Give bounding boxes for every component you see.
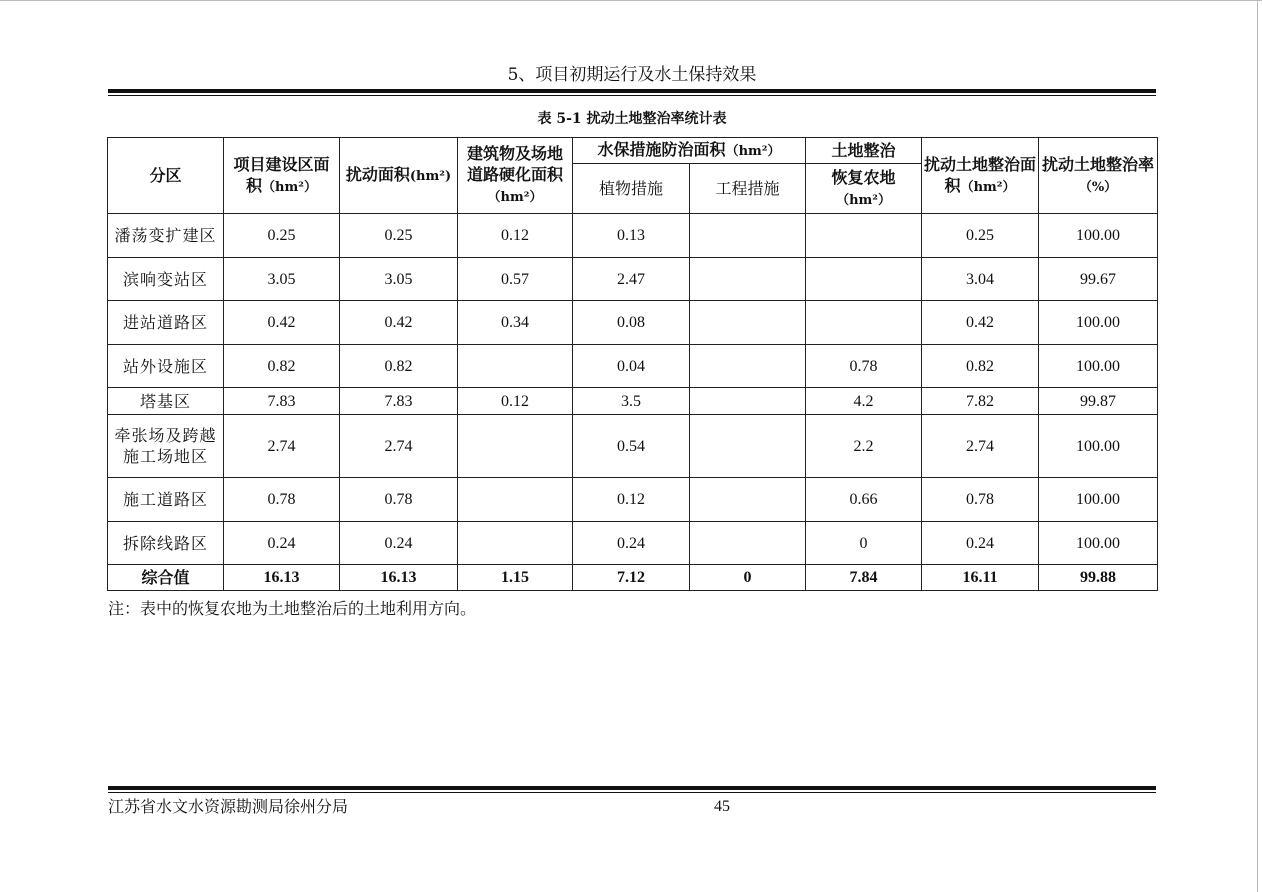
cell-building-area xyxy=(458,478,573,522)
cell-project-area: 0.42 xyxy=(224,301,340,345)
header-plant-measures: 植物措施 xyxy=(573,164,690,214)
cell-treated: 0.82 xyxy=(922,345,1039,388)
header-disturbed-area: 扰动面积(hm²) xyxy=(340,138,458,214)
cell-region: 潘荡变扩建区 xyxy=(108,214,224,258)
cell-treated: 7.82 xyxy=(922,388,1039,415)
cell-disturbed-area: 2.74 xyxy=(340,415,458,478)
footer-rule-thick xyxy=(108,786,1156,790)
cell-disturbed-area: 0.42 xyxy=(340,301,458,345)
footer-rule-thin xyxy=(108,792,1156,793)
cell-building-area: 0.34 xyxy=(458,301,573,345)
cell-engineering xyxy=(690,415,806,478)
cell-engineering xyxy=(690,301,806,345)
cell-building-area: 0.12 xyxy=(458,388,573,415)
cell-treated: 0.78 xyxy=(922,478,1039,522)
table-row xyxy=(108,388,1158,415)
table-caption: 表 5-1 扰动土地整治率统计表 xyxy=(537,111,727,127)
cell-total-disturbed-area: 16.13 xyxy=(340,565,458,591)
cell-total-plant: 7.12 xyxy=(573,565,690,591)
cell-engineering xyxy=(690,214,806,258)
cell-disturbed-area: 0.24 xyxy=(340,522,458,565)
header-treated-area: 扰动土地整治面积（hm²） xyxy=(922,138,1039,214)
cell-building-area: 0.57 xyxy=(458,258,573,301)
cell-engineering xyxy=(690,258,806,301)
cell-disturbed-area: 0.78 xyxy=(340,478,458,522)
table-row xyxy=(108,214,1158,258)
cell-project-area: 7.83 xyxy=(224,388,340,415)
table-row xyxy=(108,345,1158,388)
page-number: 45 xyxy=(714,798,730,815)
cell-rate: 100.00 xyxy=(1039,345,1158,388)
cell-farmland: 0 xyxy=(806,522,922,565)
cell-plant: 3.5 xyxy=(573,388,690,415)
cell-disturbed-area: 0.25 xyxy=(340,214,458,258)
cell-treated: 0.25 xyxy=(922,214,1039,258)
cell-farmland: 0.78 xyxy=(806,345,922,388)
cell-engineering xyxy=(690,388,806,415)
cell-region: 塔基区 xyxy=(108,388,224,415)
cell-total-treated: 16.11 xyxy=(922,565,1039,591)
cell-region: 站外设施区 xyxy=(108,345,224,388)
cell-farmland xyxy=(806,301,922,345)
table-row xyxy=(108,415,1158,478)
chapter-title: 5、项目初期运行及水土保持效果 xyxy=(507,65,757,85)
cell-total-farmland: 7.84 xyxy=(806,565,922,591)
cell-farmland: 4.2 xyxy=(806,388,922,415)
header-land-group: 土地整治 xyxy=(806,138,922,164)
cell-rate: 100.00 xyxy=(1039,478,1158,522)
cell-project-area: 0.82 xyxy=(224,345,340,388)
cell-rate: 99.67 xyxy=(1039,258,1158,301)
cell-engineering xyxy=(690,345,806,388)
footer-organization: 江苏省水文水资源勘测局徐州分局 xyxy=(108,797,349,816)
cell-region: 进站道路区 xyxy=(108,301,224,345)
cell-disturbed-area: 3.05 xyxy=(340,258,458,301)
cell-rate: 100.00 xyxy=(1039,415,1158,478)
cell-building-area: 0.12 xyxy=(458,214,573,258)
land-treatment-table xyxy=(107,137,1158,591)
table-row xyxy=(108,258,1158,301)
cell-engineering xyxy=(690,522,806,565)
page-right-border xyxy=(1257,0,1258,892)
cell-rate: 100.00 xyxy=(1039,522,1158,565)
cell-rate: 100.00 xyxy=(1039,214,1158,258)
cell-total-building-area: 1.15 xyxy=(458,565,573,591)
cell-rate: 99.87 xyxy=(1039,388,1158,415)
header-restore-farmland: 恢复农地 （hm²） xyxy=(806,164,922,214)
cell-plant: 0.24 xyxy=(573,522,690,565)
cell-total-rate: 99.88 xyxy=(1039,565,1158,591)
header-project-area: 项目建设区面积（hm²） xyxy=(224,138,340,214)
cell-treated: 0.24 xyxy=(922,522,1039,565)
table-row xyxy=(108,478,1158,522)
cell-project-area: 0.25 xyxy=(224,214,340,258)
cell-region: 牵张场及跨越 施工场地区 xyxy=(108,415,224,478)
cell-treated: 2.74 xyxy=(922,415,1039,478)
table-note: 注：表中的恢复农地为土地整治后的土地利用方向。 xyxy=(108,599,477,618)
cell-project-area: 3.05 xyxy=(224,258,340,301)
header-row-1 xyxy=(108,138,1158,164)
cell-region: 施工道路区 xyxy=(108,478,224,522)
cell-plant: 0.12 xyxy=(573,478,690,522)
cell-plant: 0.04 xyxy=(573,345,690,388)
header-building-area: 建筑物及场地道路硬化面积 （hm²） xyxy=(458,138,573,214)
header-region: 分区 xyxy=(108,138,224,214)
cell-farmland xyxy=(806,258,922,301)
cell-plant: 0.13 xyxy=(573,214,690,258)
cell-building-area xyxy=(458,345,573,388)
cell-engineering xyxy=(690,478,806,522)
cell-disturbed-area: 7.83 xyxy=(340,388,458,415)
cell-plant: 0.54 xyxy=(573,415,690,478)
table-row xyxy=(108,522,1158,565)
header-protection-group: 水保措施防治面积（hm²） xyxy=(573,138,806,164)
header-rule-thin xyxy=(108,95,1156,96)
header-engineering-measures: 工程措施 xyxy=(690,164,806,214)
cell-region: 滨响变站区 xyxy=(108,258,224,301)
cell-rate: 100.00 xyxy=(1039,301,1158,345)
cell-farmland xyxy=(806,214,922,258)
cell-treated: 3.04 xyxy=(922,258,1039,301)
cell-region: 拆除线路区 xyxy=(108,522,224,565)
cell-building-area xyxy=(458,415,573,478)
cell-treated: 0.42 xyxy=(922,301,1039,345)
cell-disturbed-area: 0.82 xyxy=(340,345,458,388)
cell-building-area xyxy=(458,522,573,565)
header-treatment-rate: 扰动土地整治率（%） xyxy=(1039,138,1158,214)
cell-project-area: 2.74 xyxy=(224,415,340,478)
cell-project-area: 0.78 xyxy=(224,478,340,522)
cell-farmland: 2.2 xyxy=(806,415,922,478)
cell-farmland: 0.66 xyxy=(806,478,922,522)
cell-plant: 2.47 xyxy=(573,258,690,301)
page-top-border xyxy=(0,0,1262,1)
cell-project-area: 0.24 xyxy=(224,522,340,565)
header-rule-thick xyxy=(108,89,1156,93)
cell-total-project-area: 16.13 xyxy=(224,565,340,591)
cell-total-label: 综合值 xyxy=(108,565,224,591)
table-row xyxy=(108,301,1158,345)
cell-plant: 0.08 xyxy=(573,301,690,345)
cell-total-engineering: 0 xyxy=(690,565,806,591)
table-total-row xyxy=(108,565,1158,591)
